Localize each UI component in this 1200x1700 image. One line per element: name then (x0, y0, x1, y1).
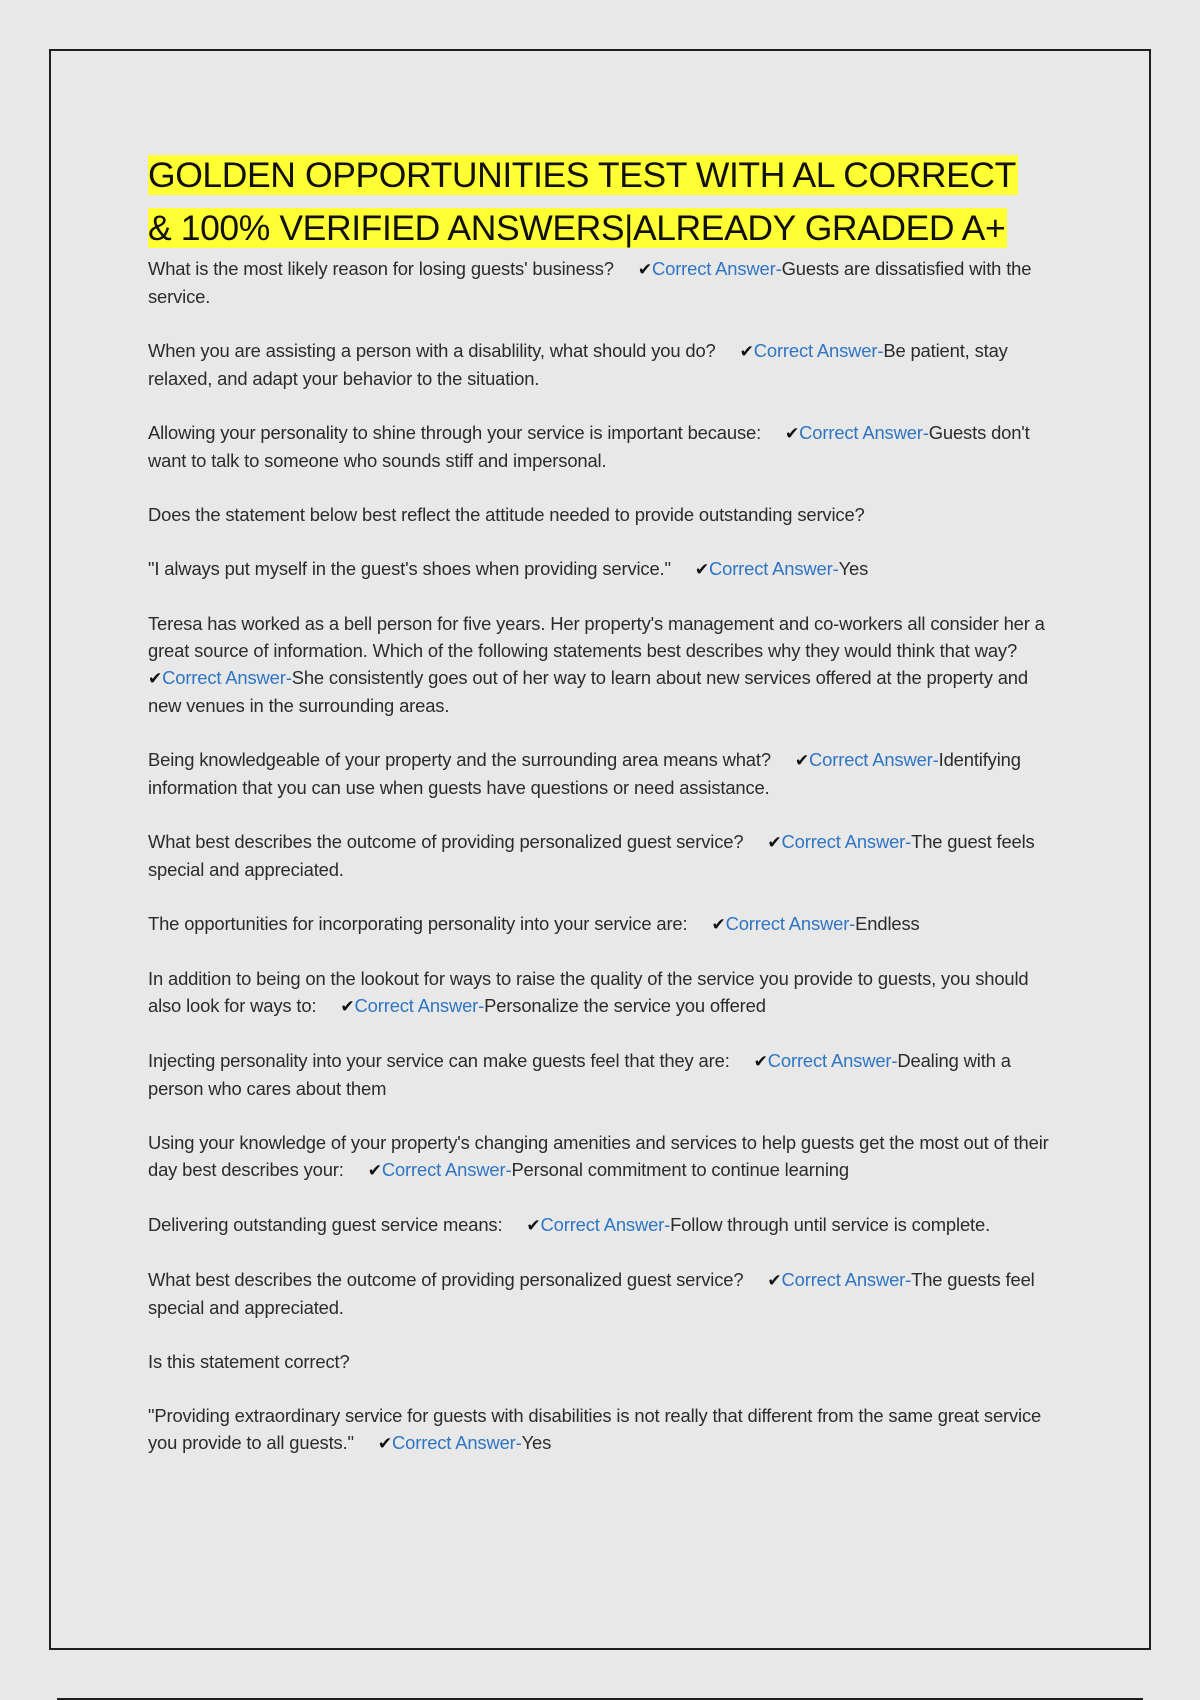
document-title (148, 149, 1058, 255)
qa-item (148, 828, 1058, 883)
question-text: "Providing extraordinary service for guests with disabilities is not really that different from the same great service you provide to all guests." (148, 1405, 1042, 1453)
question-text: Being knowledgeable of your property and the surrounding area means what? (148, 749, 771, 770)
answer-label: Correct Answer- (354, 995, 485, 1016)
answer-label: Correct Answer- (753, 340, 884, 361)
answer-text: The guest feels special and appreciated. (148, 831, 1035, 880)
qa-statement (148, 501, 1058, 528)
title-line-1: GOLDEN OPPORTUNITIES TEST WITH AL CORRECT (148, 155, 1016, 195)
qa-item (148, 419, 1058, 474)
check-mark-icon: ✔ (739, 342, 754, 361)
question-text: Using your knowledge of your property's changing amenities and services to help guests get the most out of their day best describes your: (148, 1132, 1049, 1180)
question-text: When you are assisting a person with a disablility, what should you do? (148, 340, 716, 361)
document-content (148, 149, 1058, 1484)
answer-text: Yes (521, 1432, 552, 1453)
check-mark-icon: ✔ (637, 260, 652, 279)
qa-item (148, 337, 1058, 392)
qa-item (148, 1266, 1058, 1321)
check-mark-icon: ✔ (794, 751, 810, 770)
qa-item (148, 1402, 1058, 1457)
answer-text: Guests are dissatisfied with the service. (148, 258, 1032, 307)
answer-text: The guests feel special and appreciated. (148, 1269, 1035, 1318)
answer-text: She consistently goes out of her way to learn about new services offered at the property and new venues in the surrounding areas. (148, 667, 1028, 716)
qa-item (148, 555, 1058, 583)
answer-label: Correct Answer- (809, 749, 939, 770)
question-text: Teresa has worked as a bell person for five years. Her property's management and co-workers all consider her a great source of information. Which of the following statements best describes why they would think that way? (148, 613, 1045, 661)
question-text: Allowing your personality to shine through your service is important because: (148, 422, 762, 443)
question-text: What is the most likely reason for losing guests' business? (148, 258, 614, 279)
question-text: What best describes the outcome of providing personalized guest service? (148, 1269, 744, 1290)
answer-text: Endless (855, 913, 920, 934)
check-mark-icon: ✔ (148, 669, 163, 688)
qa-item (148, 1047, 1058, 1102)
check-mark-icon: ✔ (340, 997, 355, 1016)
question-text: In addition to being on the lookout for ways to raise the quality of the service you provide to guests, you should also look for ways to: (148, 968, 1029, 1016)
question-text: Does the statement below best reflect the attitude needed to provide outstanding service? (148, 504, 865, 525)
answer-label: Correct Answer- (162, 667, 292, 688)
qa-item (148, 910, 1058, 938)
question-text: "I always put myself in the guest's shoes when providing service." (148, 558, 671, 579)
answer-label: Correct Answer- (392, 1432, 522, 1453)
answer-label: Correct Answer- (781, 831, 912, 852)
answer-label: Correct Answer- (540, 1214, 671, 1235)
qa-item (148, 610, 1058, 719)
question-text: The opportunities for incorporating personality into your service are: (148, 913, 688, 934)
check-mark-icon: ✔ (694, 560, 709, 579)
question-text: Injecting personality into your service can make guests feel that they are: (148, 1050, 730, 1071)
answer-label: Correct Answer- (767, 1050, 898, 1071)
answer-label: Correct Answer- (652, 258, 782, 279)
answer-text: Personal commitment to continue learning (511, 1159, 849, 1180)
answer-label: Correct Answer- (725, 913, 856, 934)
qa-item (148, 746, 1058, 801)
title-line-2: & 100% VERIFIED ANSWERS|ALREADY GRADED A+ (148, 208, 1006, 248)
question-text: Delivering outstanding guest service means: (148, 1214, 503, 1235)
answer-text: Dealing with a person who cares about them (148, 1050, 1011, 1099)
document-page (49, 49, 1151, 1650)
qa-item (148, 965, 1058, 1020)
check-mark-icon: ✔ (377, 1434, 393, 1453)
qa-statement (148, 1348, 1058, 1375)
check-mark-icon: ✔ (367, 1161, 382, 1180)
question-text: Is this statement correct? (148, 1351, 350, 1372)
answer-text: Personalize the service you offered (484, 995, 766, 1016)
qa-item (148, 1129, 1058, 1184)
answer-text: Yes (838, 558, 869, 579)
answer-text: Identifying information that you can use when guests have questions or need assistance. (148, 749, 1021, 798)
qa-item (148, 255, 1058, 310)
check-mark-icon: ✔ (526, 1216, 541, 1235)
answer-text: Follow through until service is complete. (670, 1214, 991, 1235)
qa-item (148, 1211, 1058, 1239)
answer-label: Correct Answer- (381, 1159, 512, 1180)
check-mark-icon: ✔ (753, 1052, 768, 1071)
check-mark-icon: ✔ (711, 915, 726, 934)
answer-label: Correct Answer- (709, 558, 839, 579)
answer-label: Correct Answer- (781, 1269, 912, 1290)
question-text: What best describes the outcome of providing personalized guest service? (148, 831, 744, 852)
answer-text: Be patient, stay relaxed, and adapt your behavior to the situation. (148, 340, 1008, 389)
answer-text: Guests don't want to talk to someone who sounds stiff and impersonal. (148, 422, 1030, 471)
check-mark-icon: ✔ (767, 833, 782, 852)
check-mark-icon: ✔ (785, 424, 800, 443)
check-mark-icon: ✔ (767, 1271, 782, 1290)
answer-label: Correct Answer- (799, 422, 929, 443)
